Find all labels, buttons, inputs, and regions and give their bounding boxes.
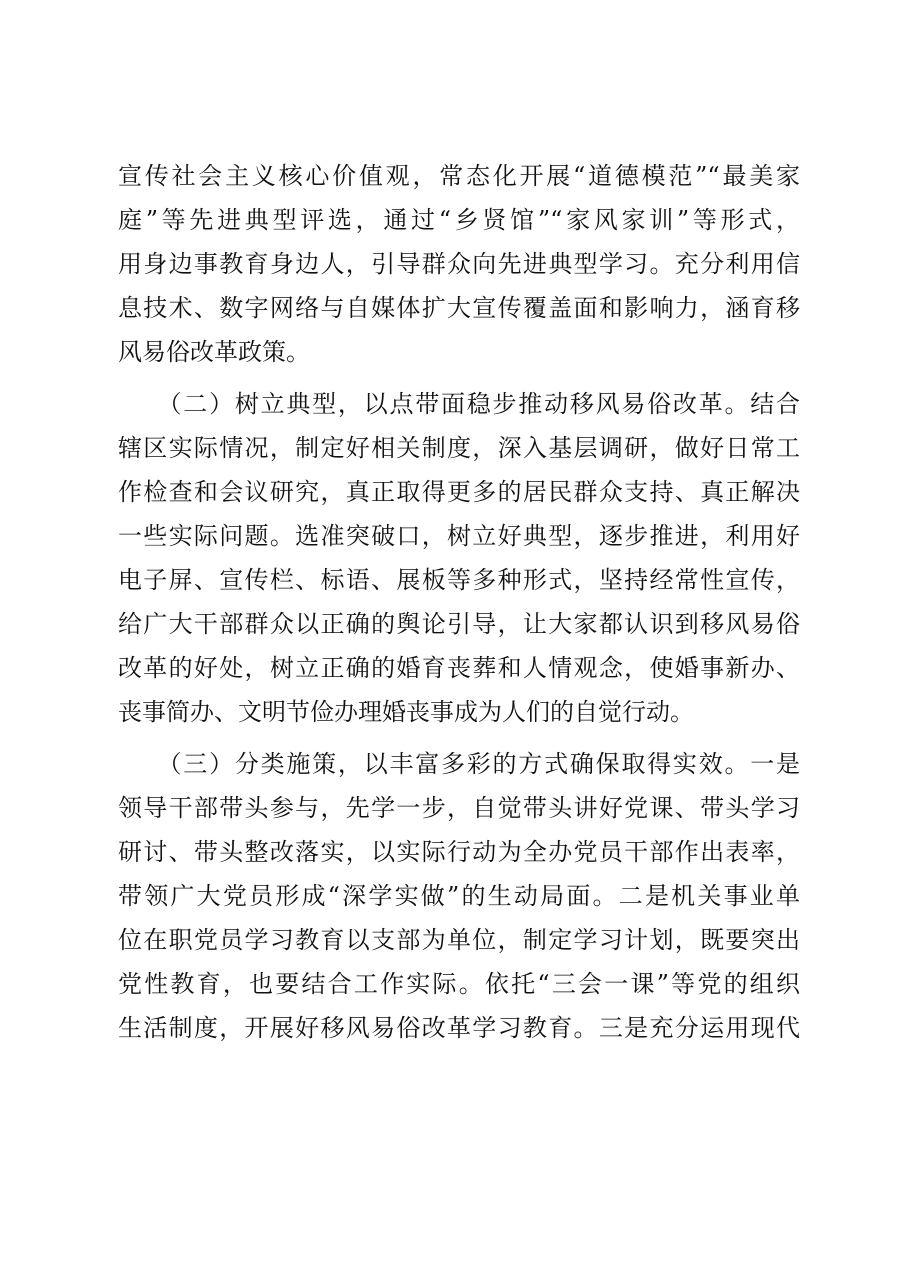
text-line: 给广大干部群众以正确的舆论引导，让大家都认识到移风易俗 — [118, 610, 800, 638]
text-line: 风易俗改革政策。 — [118, 338, 310, 366]
text-line: 作检查和会议研究，真正取得更多的居民群众支持、真正解决 — [118, 478, 800, 506]
text-line: 庭”等先进典型评选，通过“乡贤馆”“家风家训”等形式， — [118, 206, 800, 234]
paragraph-gap — [118, 734, 800, 742]
text-line: （二）树立典型，以点带面稳步推动移风易俗改革。结合 — [118, 390, 800, 418]
text-line: 用身边事教育身边人，引导群众向先进典型学习。充分利用信 — [118, 250, 800, 278]
text-line: 改革的好处，树立正确的婚育丧葬和人情观念，使婚事新办、 — [118, 654, 800, 682]
text-line: 党性教育，也要结合工作实际。依托“三会一课”等党的组织 — [118, 970, 800, 998]
text-line: 宣传社会主义核心价值观，常态化开展“道德模范”“最美家 — [118, 162, 800, 190]
paragraph-2 — [118, 382, 800, 734]
paragraph-gap — [118, 374, 800, 382]
text-line: 位在职党员学习教育以支部为单位，制定学习计划，既要突出 — [118, 926, 800, 954]
document-body — [118, 154, 800, 1050]
text-line: 息技术、数字网络与自媒体扩大宣传覆盖面和影响力，涵育移 — [118, 294, 800, 322]
text-line: 丧事简办、文明节俭办理婚丧事成为人们的自觉行动。 — [118, 698, 694, 726]
text-line: 一些实际问题。选准突破口，树立好典型，逐步推进，利用好 — [118, 522, 800, 550]
text-line: 电子屏、宣传栏、标语、展板等多种形式，坚持经常性宣传， — [118, 566, 800, 594]
paragraph-3 — [118, 742, 800, 1050]
text-line: 领导干部带头参与，先学一步，自觉带头讲好党课、带头学习 — [118, 794, 800, 822]
text-line: 研讨、带头整改落实，以实际行动为全办党员干部作出表率， — [118, 838, 800, 866]
text-line: 带领广大党员形成“深学实做”的生动局面。二是机关事业单 — [118, 882, 800, 910]
text-line: 辖区实际情况，制定好相关制度，深入基层调研，做好日常工 — [118, 434, 800, 462]
paragraph-1 — [118, 154, 800, 374]
text-line: （三）分类施策，以丰富多彩的方式确保取得实效。一是 — [118, 750, 800, 778]
text-line: 生活制度，开展好移风易俗改革学习教育。三是充分运用现代 — [118, 1014, 800, 1042]
